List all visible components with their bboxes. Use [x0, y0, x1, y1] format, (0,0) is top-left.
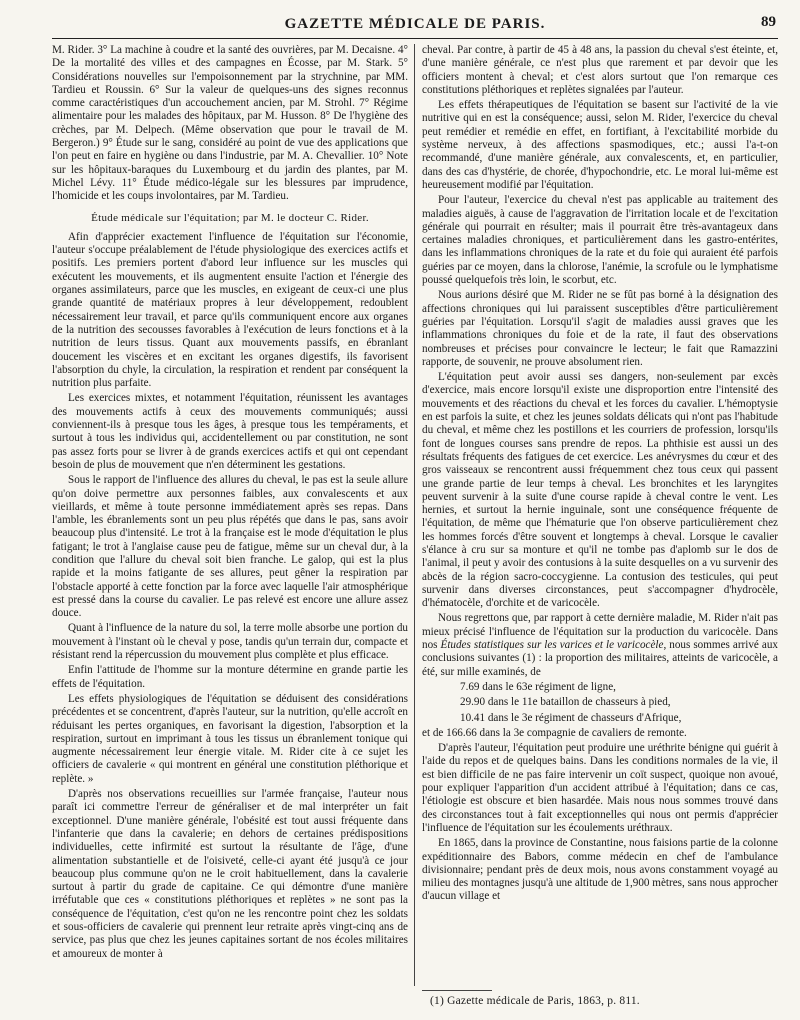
left-paragraph: Les exercices mixtes, et notamment l'équitation, réunissent les avantages des mouvements actifs à ceux des mouvements communiqués; aussi conviennent-ils à presque tous les âges, à presque tous les tempéraments, et surtout à tous les individus qui, accidentellement ou par constitution, ne sont pas assez forts pour se livrer à de grands exercices actifs et qui ont cependant besoin de plus de mouvement que n'en déterminent les gestations.: [52, 392, 408, 471]
cited-work-title: Études statistiques sur les varices et le varicocèle: [440, 639, 664, 652]
varicocele-text-end: , nous sommes arrivé aux conclusions suivantes (1) : la proportion des militaires, atteints de varicocèle, a été, sur mille examinés, de: [422, 639, 778, 678]
statistic-line: 29.90 dans le 11e bataillon de chasseurs à pied,: [460, 696, 671, 709]
right-paragraph: En 1865, dans la province de Constantine, nous faisions partie de la colonne expéditionnaire des Babors, comme médecin en chef de l'ambulance divisionnaire; pendant près de deux mois, nous avons constamment voyagé au milieu des montagnes jusqu'à une altitude de 1,900 mètres, sans nous approcher d'aucun village et: [422, 837, 778, 903]
journal-title: GAZETTE MÉDICALE DE PARIS.: [284, 16, 546, 32]
intro-paragraph: M. Rider. 3° La machine à coudre et la santé des ouvrières, par M. Decaisne. 4° De la mortalité des villes et des campagnes en Écosse, par M. Stark. 5° Considérations nouvelles sur l'empoisonnement par la strychnine, par MM. Tardieu et Roussin. 6° Sur la valeur de quelques-uns des signes reconnus comme caractéristiques d'un accouchement ancien, par M. Strohl. 7° Régime alimentaire pour les malades des hôpitaux, par M. Husson. 8° De l'hygiène des crèches, par M. Delpech. (Même observation que pour le travail de M. Bergeron.) 9° Étude sur le sang, considéré au point de vue des applications que l'on peut en faire en hygiène ou dans l'industrie, par M. A. Chevallier. 10° Note sur les hôpitaux-baraques du Luxembourg et du jardin des plantes, par M. Michel Lévy. 11° Étude médico-légale sur les blessures par imprudence, l'homicide et les coups involontaires, par M. Tardieu.: [52, 44, 408, 203]
left-paragraph: Enfin l'attitude de l'homme sur la monture détermine en grande partie les effets de l'équitation.: [52, 664, 408, 690]
right-paragraph: Les effets thérapeutiques de l'équitation se basent sur l'activité de la vie nutritive qui en est la conséquence; aussi, selon M. Rider, l'exercice du cheval peut remédier et remédie en effet, en fortifiant, à l'excitabilité morbide du système nerveux, à des affections spasmodiques, etc.; aussi l'a-t-on recommandé, d'une manière générale, aux convalescents, et, en particulier, dans des cas d'hystérie, de chorée, d'hypochondrie, etc. Le moral lui-même est heureusement modifié par l'équitation.: [422, 99, 778, 191]
column-divider: [414, 44, 415, 986]
footnote: (1) Gazette médicale de Paris, 1863, p. 811.: [430, 995, 640, 1007]
right-paragraph: cheval. Par contre, à partir de 45 à 48 ans, la passion du cheval s'est éteinte, et, d'une manière générale, ce n'est plus que rarement et par devoir que les officiers montent à cheval; et c'est alors surtout que l'on remarque ces constitutions pléthoriques et replètes signalées par l'auteur.: [422, 44, 778, 96]
page-number: 89: [761, 14, 776, 30]
varicocele-paragraph: [422, 612, 778, 678]
statistics-list: [422, 681, 778, 740]
page-header: [52, 8, 778, 39]
right-paragraph: L'équitation peut avoir aussi ses dangers, non-seulement par excès d'exercice, mais encore lorsqu'il existe une disproportion entre l'intensité des mouvements et des réactions du cheval et les forces du cavalier. L'hémoptysie en est parfois la suite, et chez les jeunes soldats délicats qui n'ont pas l'habitude du cheval, et même chez les postillons et les courriers de profession, lorsqu'ils font de longues courses sans prendre de repos. La phthisie est aussi un des résultats fréquents des fatigues de cet exercice. Les anévrysmes du cœur et des gros vaisseaux se rencontrent aussi fréquemment chez tous ceux qui passent une grande partie de leur temps à cheval. Les bronchites et les laryngites peuvent survenir à la suite d'une course rapide à cheval contre le vent. Les hernies, et surtout la hernie inguinale, sont une conséquence fréquente de l'équitation, de même que l'hématurie que l'on observe particulièrement chez les hommes forcés d'être souvent et longtemps à cheval. Lorsque le cavalier s'élance à cru sur sa monture et qu'il ne tombe pas d'aplomb sur le dos de l'animal, il peut y avoir des contusions à la suite desquelles on a vu survenir des abcès de la région sacro-coccygienne. La contusion des testicules, qui peut survenir dans diverses circonstances, peut s'accompagner d'hydrocèle, d'hématocèle, d'orchite et de varicocèle.: [422, 371, 778, 610]
left-paragraph: Afin d'apprécier exactement l'influence de l'équitation sur l'économie, l'auteur s'occupe préalablement de l'étude physiologique des exercices actifs et positifs. Les premiers portent d'abord leur influence sur les muscles qui exécutent les mouvements, et ils augmentent ensuite l'action et l'énergie des organes assimilateurs, parce que les muscles, en exigeant de ceux-ci une plus grande quantité de matériaux propres à leur développement, redoublent nécessairement leur travail, et parce qu'ils communiquent encore aux organes de la nutrition des secousses favorables à l'exécution de leurs fonctions et à la nutrition de leurs tissus. Quant aux mouvements passifs, en ébranlant doucement les viscères et en excitant les organes digestifs, ils favorisent l'absorption du chyle, la circulation, la respiration et rendent par conséquent la nutrition plus parfaite.: [52, 230, 408, 390]
left-paragraph: D'après nos observations recueillies sur l'armée française, l'auteur nous paraît ici commettre l'erreur de généraliser et de mal interpréter un fait exceptionnel. D'une manière générale, l'obésité est tout aussi fréquente dans l'infanterie que dans la cavalerie; en dehors de certaines prédispositions individuelles, cette infirmité est surtout la résultante de l'âge, d'une alimentation substantielle et de l'oisiveté, celle-ci ayant été jusqu'à ce jour beaucoup plus commune qu'on ne le croit habituellement, dans la cavalerie surtout à partir du grade de capitaine. Ce qui démontre d'une manière irréfutable que ces « constitutions pléthoriques et replètes » ne sont pas la conséquence de l'équitation, c'est qu'on ne les rencontre point chez les soldats et sous-officiers de cavalerie qui prennent leur retraite après vingt-cinq ans de service, pas plus que chez les jeunes capitaines sortant de nos écoles militaires et amoureux de monter à: [52, 788, 408, 960]
statistic-line: et de 166.66 dans la 3e compagnie de cavaliers de remonte.: [422, 726, 687, 739]
right-paragraph: D'après l'auteur, l'équitation peut produire une uréthrite bénigne qui guérit à l'aide du repos et de quelques bains. Dans les conditions normales de la vie, il est bien difficile de ne pas faire intervenir un coït suspect, quoique non avoué, pour expliquer l'apparition d'un accident attribué à l'équitation; dans ce cas, l'étiologie est obscure et bien hasardée. Mais nous nous sommes trouvé dans des circonstances tout à fait exceptionnelles qui nous ont permis d'apprécier l'influence de l'équitation sur les écoulements uréthraux.: [422, 742, 778, 834]
right-paragraph: Pour l'auteur, l'exercice du cheval n'est pas applicable au traitement des maladies aiguës, à cause de l'aggravation de l'irritation locale et de l'excitation générale qui pourrait en résulter; mais il pourrait être très-avantageux dans certaines maladies chroniques, et particulièrement dans les gastro-entérites, dans les inflammations chroniques de la rate et du foie qui auraient été parfois guéries par ce moyen, dans la chlorose, l'anémie, la scrofule ou le lymphatisme poussé quelquefois très loin, le scorbut, etc.: [422, 194, 778, 287]
article-title: Étude médicale sur l'équitation; par M. le docteur C. Rider.: [91, 211, 369, 224]
left-column: [52, 44, 408, 986]
left-paragraph: Sous le rapport de l'influence des allures du cheval, le pas est la seule allure qu'on doive permettre aux personnes faibles, aux convalescents et aux vieillards, et même à toute personne immédiatement après ses repas. Dans l'amble, les ébranlements sont un peu plus répétés que dans le pas, sans avoir beaucoup plus d'intensité. Le trot à la française est le mode d'équitation le plus fatigant; le trot à l'anglaise cause peu de fatigue, même sur un cheval dur, à la condition que l'allure du cheval soit bien franche. Le galop, qui est la plus rapide et la moins fatigante de ses allures, peut gêner la respiration par l'obstacle apporté à cette fonction par la force avec laquelle l'air atmosphérique est pressé dans la course du cavalier. Le pas relevé est encore une allure assez douce.: [52, 474, 408, 620]
right-paragraph: Nous aurions désiré que M. Rider ne se fût pas borné à la désignation des affections chroniques qui lui paraissent susceptibles d'être particulièrement guéries par l'équitation. Lorsqu'il s'agit de maladies aussi graves que les inflammations chroniques du foie et de la rate, il faut des observations nombreuses et précises pour convaincre le lecteur; le fait que Ramazzini rapporte, de souvenir, ne prouve absolument rien.: [422, 289, 778, 368]
left-paragraph: Quant à l'influence de la nature du sol, la terre molle absorbe une portion du mouvement à l'instant où le cheval y pose, tandis qu'un terrain dur, compacte et résistant rend la répercussion du mouvement plus complète et plus efficace.: [52, 622, 408, 662]
left-paragraph: Les effets physiologiques de l'équitation se déduisent des considérations précédentes et se concentrent, d'après l'auteur, sur la nutrition, qu'elle accroît en réduisant les pertes organiques, en favorisant la digestion, l'absorption et la respiration, surtout en imprimant à tous les tissus un ébranlement tonique qui augmente nécessairement leur énergie vitale. M. Rider cite à ce sujet les officiers de cavalerie « qui montrent en général une constitution pléthorique et replète. »: [52, 692, 408, 785]
footnote-rule: [422, 990, 492, 991]
right-column: [422, 44, 778, 986]
varicocele-text-start: Nous regrettons que, par rapport à cette dernière maladie, M. Rider n'ait pas mieux précisé l'influence de l'équitation sur la production du varicocèle. Dans nos: [422, 612, 778, 652]
statistic-line: 7.69 dans le 63e régiment de ligne,: [460, 680, 616, 693]
statistic-line: 10.41 dans le 3e régiment de chasseurs d'Afrique,: [460, 711, 682, 724]
